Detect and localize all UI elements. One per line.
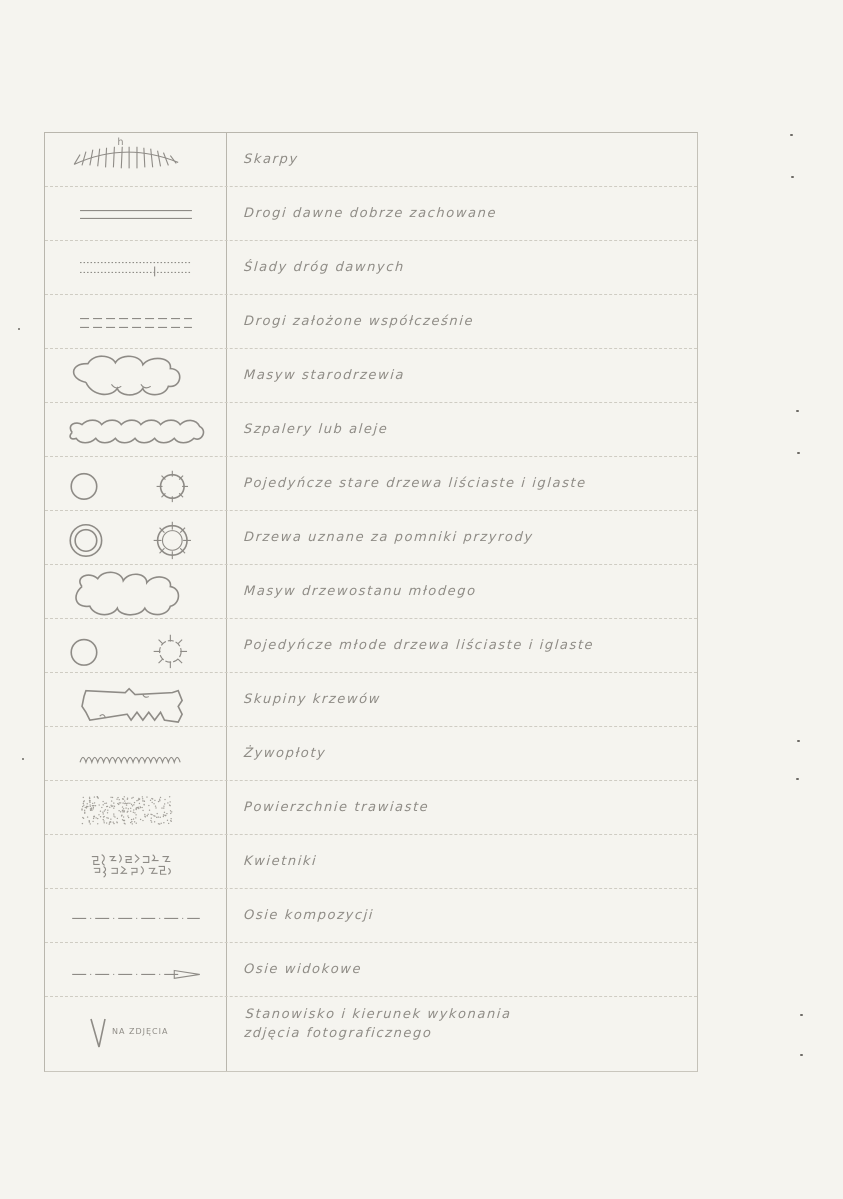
scan-speck [797, 452, 800, 454]
scan-speck [800, 1054, 803, 1056]
tree-row-symbol [45, 403, 226, 456]
scan-speck [18, 328, 20, 330]
hedge-symbol [45, 727, 226, 780]
legend-label: Skarpy [243, 152, 300, 167]
scan-speck [790, 134, 793, 136]
photo-viewpoint-text: NA ZDJĘCIA [112, 1027, 169, 1036]
legend-label: Drogi założone współcześnie [243, 314, 475, 329]
flowerbed-symbol [45, 835, 226, 888]
legend-row-powierzchnie-trawiaste [45, 781, 697, 835]
legend-label: Pojedyńcze stare drzewa liściaste i iglaste [243, 476, 588, 491]
legend-row-masyw-mlodego [45, 565, 697, 619]
legend-row-zywoploty [45, 727, 697, 781]
legend-label: Skupiny krzewów [243, 692, 382, 707]
monument-tree-symbol [45, 511, 226, 564]
scan-speck [796, 778, 799, 780]
legend-label: Stanowisko i kierunek wykonania zdjęcia fotograficznego [243, 1007, 513, 1041]
old-tree-cluster-symbol [45, 349, 226, 402]
legend-row-osie-kompozycji [45, 889, 697, 943]
legend-row-slady-drog [45, 241, 697, 295]
legend-row-pomniki-przyrody [45, 511, 697, 565]
scan-speck [797, 740, 800, 742]
legend-label: Szpalery lub aleje [243, 422, 389, 437]
legend-row-stanowisko-zdjecia [45, 997, 697, 1071]
legend-row-drogi-dawne [45, 187, 697, 241]
legend-label: Masyw drzewostanu młodego [243, 584, 478, 599]
legend-label: Powierzchnie trawiaste [243, 800, 430, 815]
shrub-group-symbol [45, 673, 226, 726]
legend-label: Żywopłoty [243, 746, 327, 761]
legend-row-kwietniki [45, 835, 697, 889]
photo-viewpoint-symbol [45, 997, 226, 1071]
single-old-tree-symbol [45, 457, 226, 510]
legend-row-drogi-wspolczesne [45, 295, 697, 349]
legend-label: Ślady dróg dawnych [243, 260, 406, 275]
legend-label: Osie widokowe [243, 962, 363, 977]
legend-label: Drogi dawne dobrze zachowane [243, 206, 498, 221]
legend-label: Drzewa uznane za pomniki przyrody [243, 530, 535, 545]
solid-double-line-symbol [45, 187, 226, 240]
legend-label: Osie kompozycji [243, 908, 375, 923]
legend-table [44, 132, 698, 1072]
legend-row-masyw-starodrzewia [45, 349, 697, 403]
legend-row-szpalery [45, 403, 697, 457]
scan-speck [791, 176, 794, 178]
grass-stipple-symbol [45, 781, 226, 834]
young-tree-cluster-symbol [45, 565, 226, 618]
scan-speck [800, 1014, 803, 1016]
dashed-double-line-symbol [45, 295, 226, 348]
legend-label: Pojedyńcze młode drzewa liściaste i iglaste [243, 638, 595, 653]
dotted-double-line-symbol [45, 241, 226, 294]
dash-dot-arrow-symbol [45, 943, 226, 996]
legend-row-skarpy [45, 133, 697, 187]
escarpment-symbol [45, 133, 226, 186]
legend-row-mlode-drzewa [45, 619, 697, 673]
scan-speck [22, 758, 24, 760]
legend-label: Masyw starodrzewia [243, 368, 406, 383]
escarpment-letter: h [117, 136, 124, 148]
scan-speck [796, 410, 799, 412]
single-young-tree-symbol [45, 619, 226, 672]
legend-label: Kwietniki [243, 854, 318, 869]
dash-dot-line-symbol [45, 889, 226, 942]
legend-row-stare-drzewa [45, 457, 697, 511]
legend-row-skupiny-krzewow [45, 673, 697, 727]
legend-row-osie-widokowe [45, 943, 697, 997]
